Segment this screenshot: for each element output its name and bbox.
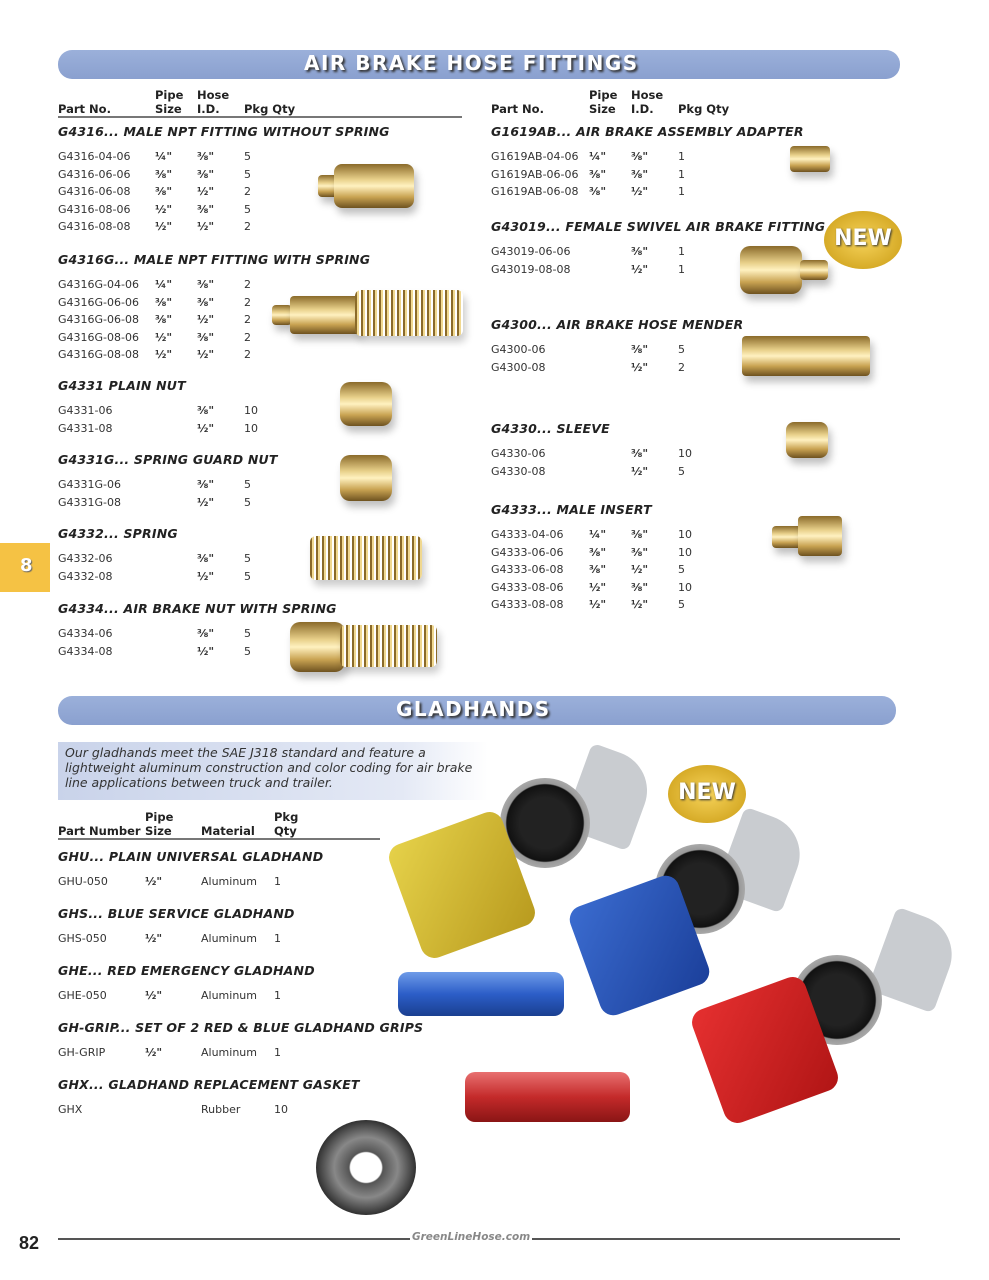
pipe-size-cell: ⅜" xyxy=(589,167,607,181)
third-col-cell: ⅜" xyxy=(197,295,215,309)
pkg-qty-cell: 2 xyxy=(244,348,251,361)
part-number-cell: G4316-08-06 xyxy=(58,202,131,216)
pipe-size-cell: ½" xyxy=(145,1046,163,1059)
part-number-cell: G4316G-08-06 xyxy=(58,330,139,344)
part-number-cell: GHE-050 xyxy=(58,989,107,1002)
pipe-size-cell: ½" xyxy=(155,330,173,344)
pipe-size-cell: ⅜" xyxy=(589,185,607,198)
pkg-qty-cell: 5 xyxy=(244,202,251,216)
pkg-qty-cell: 10 xyxy=(678,528,692,541)
website-label: GreenLineHose.com xyxy=(412,1231,531,1243)
third-col-cell: ⅜" xyxy=(631,167,649,181)
part-number-cell: GHU-050 xyxy=(58,875,108,888)
pkg-qty-cell: 10 xyxy=(274,1103,288,1116)
third-col-cell: Rubber xyxy=(201,1103,241,1116)
third-col-cell: ⅜" xyxy=(197,552,215,565)
part-number-cell: G4316-04-06 xyxy=(58,150,131,163)
col-pkg-qty: Pkg Qty xyxy=(244,102,296,116)
third-col-cell: ½" xyxy=(197,185,215,198)
part-number-cell: G4333-08-06 xyxy=(491,580,564,594)
pkg-qty-cell: 1 xyxy=(274,1046,281,1059)
third-col-cell: ½" xyxy=(631,185,649,198)
part-number-cell: G4333-08-08 xyxy=(491,598,564,611)
part-number-cell: G4316G-06-08 xyxy=(58,313,139,326)
pkg-qty-cell: 1 xyxy=(678,167,685,181)
pkg-qty-cell: 1 xyxy=(678,150,685,163)
product-group-title: GHU... PLAIN UNIVERSAL GLADHAND xyxy=(58,849,324,864)
gladhands-intro: Our gladhands meet the SAE J318 standard and feature a lightweight aluminum construction and color coding for air brake line applications between truck and trailer. xyxy=(58,742,488,800)
part-number-cell: G4334-08 xyxy=(58,644,113,658)
part-number-cell: GH-GRIP xyxy=(58,1046,106,1059)
part-number-cell: G4332-06 xyxy=(58,552,113,565)
pipe-size-cell: ½" xyxy=(589,598,607,611)
col-pipe-size: Pipe Size xyxy=(589,88,618,116)
third-col-cell: ⅜" xyxy=(197,150,215,163)
product-group-title: G4300... AIR BRAKE HOSE MENDER xyxy=(491,317,744,332)
third-col-cell: ⅜" xyxy=(631,528,649,541)
pkg-qty-cell: 10 xyxy=(244,421,258,435)
pkg-qty-cell: 5 xyxy=(244,627,251,640)
third-col-cell: ⅜" xyxy=(631,343,649,356)
product-group-title: G4334... AIR BRAKE NUT WITH SPRING xyxy=(58,601,337,616)
third-col-cell: ⅜" xyxy=(631,580,649,594)
third-col-cell: ½" xyxy=(197,348,215,361)
pkg-qty-cell: 1 xyxy=(274,875,281,888)
third-col-cell: ½" xyxy=(197,495,215,509)
third-col-cell: ⅜" xyxy=(631,245,649,258)
pkg-qty-cell: 5 xyxy=(678,343,685,356)
part-number-cell: G4331G-08 xyxy=(58,495,122,509)
pipe-size-cell: ⅜" xyxy=(155,185,173,198)
third-col-cell: ⅜" xyxy=(631,150,649,163)
pkg-qty-cell: 10 xyxy=(678,447,692,460)
part-number-cell: G4316G-08-08 xyxy=(58,348,139,361)
pkg-qty-cell: 1 xyxy=(678,245,685,258)
pkg-qty-cell: 2 xyxy=(244,313,251,326)
third-col-cell: ½" xyxy=(197,644,215,658)
new-badge: NEW xyxy=(824,211,902,269)
pipe-size-cell: ½" xyxy=(155,348,173,361)
product-group-title: G4331G... SPRING GUARD NUT xyxy=(58,452,278,467)
part-number-cell: G4330-06 xyxy=(491,447,546,460)
part-number-cell: G4331-06 xyxy=(58,404,113,417)
part-number-cell: G4334-06 xyxy=(58,627,113,640)
part-number-cell: G4316-08-08 xyxy=(58,220,131,233)
product-group-title: G4316... MALE NPT FITTING WITHOUT SPRING xyxy=(58,124,390,139)
part-number-cell: G43019-08-08 xyxy=(491,262,571,276)
gasket-image xyxy=(316,1120,416,1215)
pkg-qty-cell: 2 xyxy=(244,185,251,198)
product-group-title: G4333... MALE INSERT xyxy=(491,502,652,517)
pipe-size-cell: ⅜" xyxy=(155,295,173,309)
pipe-size-cell: ⅜" xyxy=(155,313,173,326)
pipe-size-cell: ¼" xyxy=(155,150,173,163)
third-col-cell: ⅜" xyxy=(197,478,215,491)
blue-grip-image xyxy=(398,972,564,1016)
pkg-qty-cell: 2 xyxy=(678,360,685,374)
pkg-qty-cell: 5 xyxy=(678,464,685,478)
pkg-qty-cell: 1 xyxy=(274,989,281,1002)
third-col-cell: ½" xyxy=(197,569,215,583)
pipe-size-cell: ⅜" xyxy=(155,167,173,181)
pkg-qty-cell: 1 xyxy=(678,185,685,198)
pkg-qty-cell: 5 xyxy=(244,569,251,583)
product-group-title: G43019... FEMALE SWIVEL AIR BRAKE FITTING xyxy=(491,219,826,234)
hose-mender-image xyxy=(742,336,870,376)
part-number-cell: G4316-06-06 xyxy=(58,167,131,181)
part-number-cell: G4316G-04-06 xyxy=(58,278,139,291)
pkg-qty-cell: 5 xyxy=(678,598,685,611)
pipe-size-cell: ½" xyxy=(589,580,607,594)
pipe-size-cell: ½" xyxy=(145,989,163,1002)
pkg-qty-cell: 5 xyxy=(244,552,251,565)
third-col-cell: ½" xyxy=(631,360,649,374)
part-number-cell: G4333-04-06 xyxy=(491,528,564,541)
part-number-cell: GHS-050 xyxy=(58,932,107,945)
product-group-title: GHS... BLUE SERVICE GLADHAND xyxy=(58,906,295,921)
section-title: GLADHANDS xyxy=(396,697,551,721)
sleeve-image xyxy=(786,422,828,458)
col-part-no: Part No. xyxy=(58,102,111,116)
col-pkg-qty: Pkg Qty xyxy=(274,810,299,838)
pkg-qty-cell: 10 xyxy=(244,404,258,417)
part-number-cell: GHX xyxy=(58,1103,83,1116)
third-col-cell: ½" xyxy=(631,464,649,478)
product-group-title: G4330... SLEEVE xyxy=(491,421,610,436)
third-col-cell: ⅜" xyxy=(631,545,649,559)
third-col-cell: ½" xyxy=(631,598,649,611)
third-col-cell: ⅜" xyxy=(197,202,215,216)
third-col-cell: ½" xyxy=(631,563,649,576)
pkg-qty-cell: 5 xyxy=(244,478,251,491)
pipe-size-cell: ⅜" xyxy=(589,563,607,576)
chapter-tab: 8 xyxy=(0,543,50,592)
pkg-qty-cell: 1 xyxy=(274,932,281,945)
col-pipe-size: Pipe Size xyxy=(145,810,174,838)
pkg-qty-cell: 5 xyxy=(244,150,251,163)
third-col-cell: Aluminum xyxy=(201,932,257,945)
pkg-qty-cell: 1 xyxy=(678,262,685,276)
part-number-cell: G4330-08 xyxy=(491,464,546,478)
part-number-cell: G1619AB-06-08 xyxy=(491,185,579,198)
part-number-cell: G1619AB-06-06 xyxy=(491,167,579,181)
part-number-cell: G4300-08 xyxy=(491,360,546,374)
pipe-size-cell: ¼" xyxy=(589,150,607,163)
product-group-title: G4316G... MALE NPT FITTING WITH SPRING xyxy=(58,252,371,267)
pkg-qty-cell: 5 xyxy=(244,644,251,658)
product-group-title: GHX... GLADHAND REPLACEMENT GASKET xyxy=(58,1077,360,1092)
pipe-size-cell: ½" xyxy=(145,932,163,945)
part-number-cell: G4333-06-08 xyxy=(491,563,564,576)
part-number-cell: G4331G-06 xyxy=(58,478,122,491)
col-part-number: Part Number xyxy=(58,824,141,838)
third-col-cell: ½" xyxy=(197,421,215,435)
pkg-qty-cell: 5 xyxy=(244,167,251,181)
pkg-qty-cell: 10 xyxy=(678,545,692,559)
col-material: Material xyxy=(201,824,255,838)
col-part-no: Part No. xyxy=(491,102,544,116)
page-number: 82 xyxy=(19,1233,40,1253)
third-col-cell: ⅜" xyxy=(197,404,215,417)
part-number-cell: G4300-06 xyxy=(491,343,546,356)
pkg-qty-cell: 2 xyxy=(244,295,251,309)
third-col-cell: ⅜" xyxy=(197,278,215,291)
third-col-cell: ⅜" xyxy=(197,167,215,181)
product-group-title: G4331 PLAIN NUT xyxy=(58,378,186,393)
third-col-cell: ½" xyxy=(631,262,649,276)
section-header-bar xyxy=(58,696,896,725)
part-number-cell: G4316-06-08 xyxy=(58,185,131,198)
part-number-cell: G4332-08 xyxy=(58,569,113,583)
third-col-cell: ½" xyxy=(197,313,215,326)
third-col-cell: ⅜" xyxy=(197,627,215,640)
col-pkg-qty: Pkg Qty xyxy=(678,102,730,116)
pkg-qty-cell: 2 xyxy=(244,220,251,233)
assembly-adapter-image xyxy=(790,146,830,172)
header-rule xyxy=(58,116,462,118)
red-grip-image xyxy=(465,1072,630,1122)
pipe-size-cell: ¼" xyxy=(155,278,173,291)
part-number-cell: G4316G-06-06 xyxy=(58,295,139,309)
section-title: AIR BRAKE HOSE FITTINGS xyxy=(304,51,639,75)
pkg-qty-cell: 2 xyxy=(244,278,251,291)
col-hose-id: Hose I.D. xyxy=(631,88,664,116)
plain-nut-image xyxy=(340,382,392,426)
pkg-qty-cell: 5 xyxy=(244,495,251,509)
pkg-qty-cell: 5 xyxy=(678,563,685,576)
product-group-title: GH-GRIP... SET OF 2 RED & BLUE GLADHAND GRIPS xyxy=(58,1020,424,1035)
third-col-cell: ⅜" xyxy=(197,330,215,344)
part-number-cell: G43019-06-06 xyxy=(491,245,571,258)
product-group-title: G1619AB... AIR BRAKE ASSEMBLY ADAPTER xyxy=(491,124,804,139)
pipe-size-cell: ½" xyxy=(155,202,173,216)
pipe-size-cell: ½" xyxy=(155,220,173,233)
third-col-cell: Aluminum xyxy=(201,875,257,888)
pkg-qty-cell: 10 xyxy=(678,580,692,594)
header-rule xyxy=(58,838,380,840)
section-header-bar xyxy=(58,50,900,79)
part-number-cell: G1619AB-04-06 xyxy=(491,150,579,163)
col-pipe-size: Pipe Size xyxy=(155,88,184,116)
product-group-title: GHE... RED EMERGENCY GLADHAND xyxy=(58,963,315,978)
col-hose-id: Hose I.D. xyxy=(197,88,230,116)
part-number-cell: G4333-06-06 xyxy=(491,545,564,559)
third-col-cell: Aluminum xyxy=(201,989,257,1002)
third-col-cell: Aluminum xyxy=(201,1046,257,1059)
product-group-title: G4332... SPRING xyxy=(58,526,178,541)
third-col-cell: ⅜" xyxy=(631,447,649,460)
part-number-cell: G4331-08 xyxy=(58,421,113,435)
spring-guard-nut-image xyxy=(340,455,392,501)
third-col-cell: ½" xyxy=(197,220,215,233)
pipe-size-cell: ⅜" xyxy=(589,545,607,559)
pipe-size-cell: ½" xyxy=(145,875,163,888)
new-badge: NEW xyxy=(668,765,746,823)
pkg-qty-cell: 2 xyxy=(244,330,251,344)
pipe-size-cell: ¼" xyxy=(589,528,607,541)
spring-image xyxy=(310,536,422,580)
